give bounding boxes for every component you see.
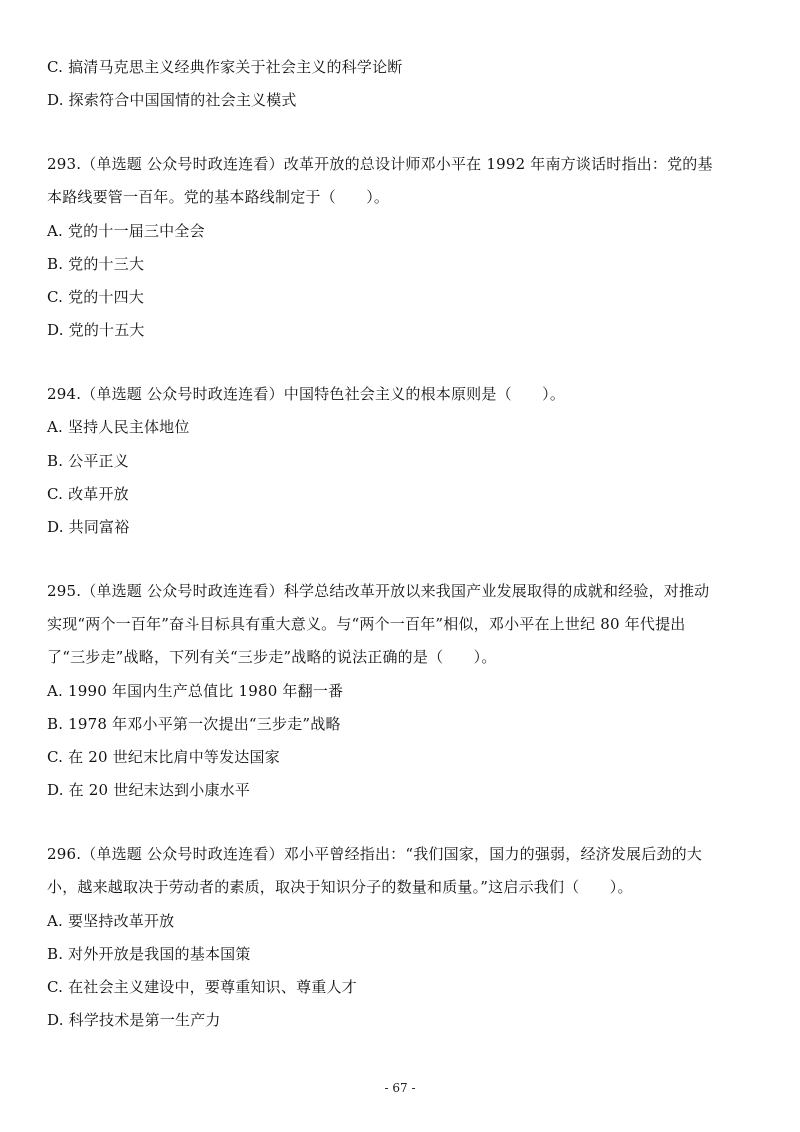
option-d: D. 在 20 世纪末达到小康水平 xyxy=(47,781,251,799)
option-b: B. 对外开放是我国的基本国策 xyxy=(47,945,251,963)
question-stem-line: 了“三步走”战略，下列有关“三步走”战略的说法正确的是（ ）。 xyxy=(47,648,497,666)
option-c: C. 改革开放 xyxy=(47,485,129,503)
option-d: D. 党的十五大 xyxy=(47,321,145,339)
option-b: B. 1978 年邓小平第一次提出“三步走”战略 xyxy=(47,715,341,733)
question-stem-line: 295.（单选题 公众号时政连连看）科学总结改革开放以来我国产业发展取得的成就和经验，对推动 xyxy=(47,582,710,600)
option-c: C. 党的十四大 xyxy=(47,288,145,306)
question-stem-line: 293.（单选题 公众号时政连连看）改革开放的总设计师邓小平在 1992 年南方谈话时指出：党的基 xyxy=(47,155,713,173)
option-c: C. 搞清马克思主义经典作家关于社会主义的科学论断 xyxy=(47,58,403,76)
question-stem-line: 本路线要管一百年。党的基本路线制定于（ ）。 xyxy=(47,188,390,206)
page-number: - 67 - xyxy=(384,1081,416,1095)
option-c: C. 在社会主义建设中，要尊重知识、尊重人才 xyxy=(47,978,357,996)
option-d: D. 科学技术是第一生产力 xyxy=(47,1011,221,1029)
question-stem-line: 296.（单选题 公众号时政连连看）邓小平曾经指出：“我们国家，国力的强弱，经济发展后劲的大 xyxy=(47,845,703,863)
option-d: D. 探索符合中国国情的社会主义模式 xyxy=(47,91,297,109)
option-a: A. 要坚持改革开放 xyxy=(47,912,175,930)
option-c: C. 在 20 世纪末比肩中等发达国家 xyxy=(47,748,280,766)
option-d: D. 共同富裕 xyxy=(47,518,130,536)
option-b: B. 公平正义 xyxy=(47,452,129,470)
option-a: A. 坚持人民主体地位 xyxy=(47,418,190,436)
option-a: A. 党的十一届三中全会 xyxy=(47,222,205,240)
question-stem-line: 实现“两个一百年”奋斗目标具有重大意义。与“两个一百年”相似，邓小平在上世纪 80 年代提出 xyxy=(47,615,686,633)
question-stem-line: 294.（单选题 公众号时政连连看）中国特色社会主义的根本原则是（ ）。 xyxy=(47,385,566,403)
option-a: A. 1990 年国内生产总值比 1980 年翻一番 xyxy=(47,682,344,700)
question-stem-line: 小，越来越取决于劳动者的素质，取决于知识分子的数量和质量。”这启示我们（ ）。 xyxy=(47,878,633,896)
option-b: B. 党的十三大 xyxy=(47,255,145,273)
